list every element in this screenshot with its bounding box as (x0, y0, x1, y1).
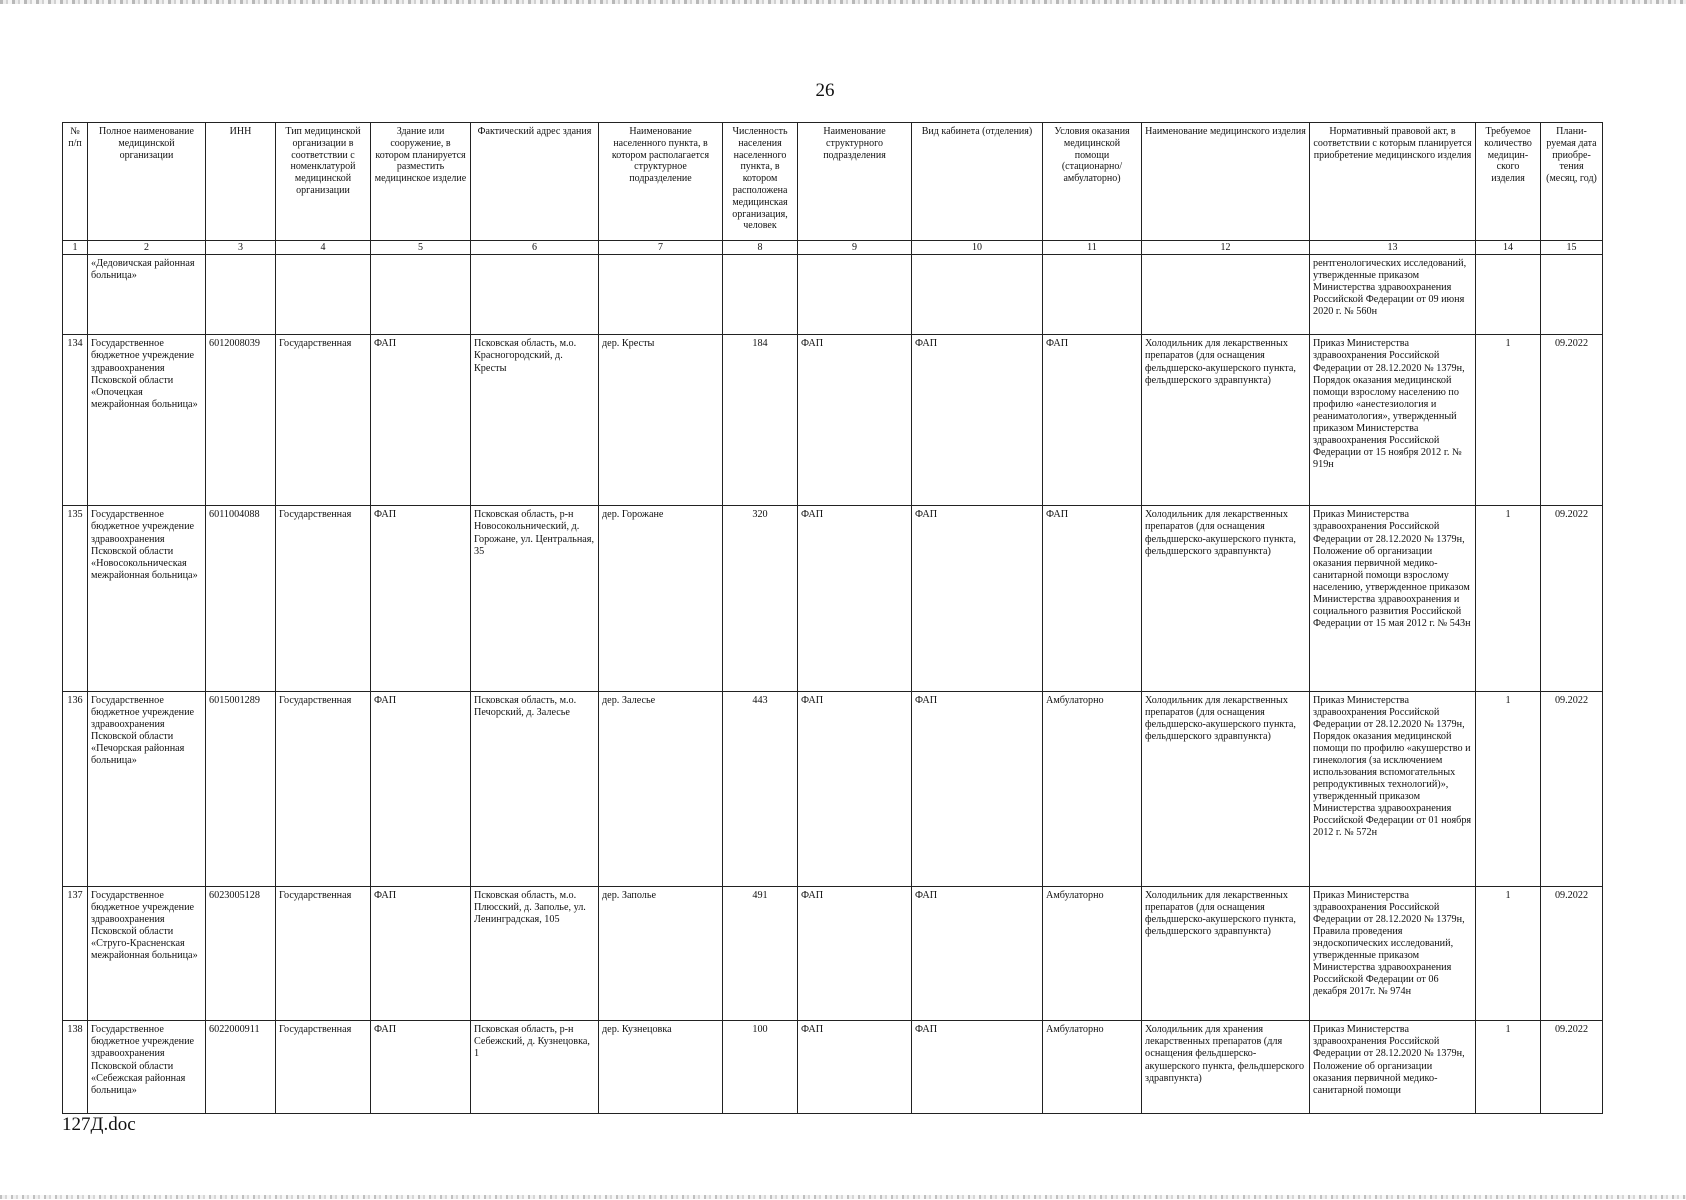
cell-date: 09.2022 (1541, 886, 1603, 1021)
cell-quantity: 1 (1476, 335, 1541, 506)
cell-org-name: Государственное бюджетное учреждение здравоохранения Псковской области «Струго-Красненская межрайонная больница» (88, 886, 206, 1021)
column-number: 12 (1142, 241, 1310, 255)
column-number: 4 (276, 241, 371, 255)
cell-locality (599, 255, 723, 335)
cell-conditions: Амбулаторно (1043, 886, 1142, 1021)
header-cell-population: Численность населения населенного пункта, в котором расположена медицинская организация, человек (723, 123, 798, 241)
cell-inn: 6011004088 (206, 506, 276, 691)
column-number: 1 (63, 241, 88, 255)
cell-device: Холодильник для лекарственных препаратов (для оснащения фельдшерско-акушерского пункта, фельдшерского здравпункта) (1142, 335, 1310, 506)
cell-conditions (1043, 255, 1142, 335)
cell-building (371, 255, 471, 335)
header-cell-quantity: Требуемое количество медицин-ского изделия (1476, 123, 1541, 241)
cell-legal-act: Приказ Министерства здравоохранения Российской Федерации от 28.12.2020 № 1379н, Положение об организации оказания первичной медико-санитарной помощи (1310, 1021, 1476, 1114)
cell-org-name: Государственное бюджетное учреждение здравоохранения Псковской области «Себежская районная больница» (88, 1021, 206, 1114)
column-number: 7 (599, 241, 723, 255)
table-row (63, 691, 1603, 886)
cell-conditions: Амбулаторно (1043, 691, 1142, 886)
column-number: 3 (206, 241, 276, 255)
header-cell-address: Фактический адрес здания (471, 123, 599, 241)
cell-org-name: Государственное бюджетное учреждение здравоохранения Псковской области «Печорская районная больница» (88, 691, 206, 886)
cell-number: 136 (63, 691, 88, 886)
cell-quantity: 1 (1476, 691, 1541, 886)
cell-date: 09.2022 (1541, 335, 1603, 506)
header-cell-inn: ИНН (206, 123, 276, 241)
cell-unit: ФАП (798, 335, 912, 506)
cell-population: 184 (723, 335, 798, 506)
cell-org-type: Государственная (276, 1021, 371, 1114)
cell-conditions: Амбулаторно (1043, 1021, 1142, 1114)
cell-locality: дер. Кресты (599, 335, 723, 506)
cell-address: Псковская область, р-н Новосокольнический, д. Горожане, ул. Центральная, 35 (471, 506, 599, 691)
cell-legal-act: Приказ Министерства здравоохранения Российской Федерации от 28.12.2020 № 1379н, Порядок оказания медицинской помощи по профилю «акушерство и гинекология (за исключением использования вспомогательных репродуктивных технологий)», утвержденный приказом Министерства здравоохранения Российской Федерации от 01 ноября 2012 г. № 572н (1310, 691, 1476, 886)
cell-locality: дер. Кузнецовка (599, 1021, 723, 1114)
cell-inn: 6015001289 (206, 691, 276, 886)
cell-inn (206, 255, 276, 335)
cell-conditions: ФАП (1043, 335, 1142, 506)
header-row (63, 123, 1603, 241)
header-cell-unit: Наименование структурного подразделения (798, 123, 912, 241)
cell-org-name: Государственное бюджетное учреждение здравоохранения Псковской области «Опочецкая межрайонная больница» (88, 335, 206, 506)
scan-edge-bottom (0, 1195, 1686, 1199)
header-cell-building: Здание или сооружение, в котором планируется разместить медицинское изделие (371, 123, 471, 241)
cell-number: 137 (63, 886, 88, 1021)
header-cell-legal-act: Нормативный правовой акт, в соответствии с которым планируется приобретение медицинского изделия (1310, 123, 1476, 241)
header-cell-locality: Наименование населенного пункта, в котором располагается структурное подразделение (599, 123, 723, 241)
header-cell-date: Плани-руемая дата приобре-тения (месяц, год) (1541, 123, 1603, 241)
cell-device: Холодильник для хранения лекарственных препаратов (для оснащения фельдшерско-акушерского пункта, фельдшерского здравпункта) (1142, 1021, 1310, 1114)
cell-conditions: ФАП (1043, 506, 1142, 691)
cell-unit: ФАП (798, 506, 912, 691)
cell-building: ФАП (371, 886, 471, 1021)
cell-org-name: «Дедовичская районная больница» (88, 255, 206, 335)
cell-population (723, 255, 798, 335)
header-cell-cabinet: Вид кабинета (отделения) (912, 123, 1043, 241)
header-cell-org-type: Тип медицинской организации в соответствии с номенклатурой медицинской организации (276, 123, 371, 241)
cell-cabinet: ФАП (912, 335, 1043, 506)
header-cell-number: № п/п (63, 123, 88, 241)
cell-device: Холодильник для лекарственных препаратов (для оснащения фельдшерско-акушерского пункта, фельдшерского здравпункта) (1142, 691, 1310, 886)
cell-cabinet (912, 255, 1043, 335)
table-row (63, 1021, 1603, 1114)
cell-unit: ФАП (798, 1021, 912, 1114)
cell-population: 100 (723, 1021, 798, 1114)
cell-building: ФАП (371, 1021, 471, 1114)
cell-org-type: Государственная (276, 506, 371, 691)
column-number: 8 (723, 241, 798, 255)
continuation-row (63, 255, 1603, 335)
cell-date: 09.2022 (1541, 506, 1603, 691)
cell-inn: 6022000911 (206, 1021, 276, 1114)
cell-unit (798, 255, 912, 335)
cell-cabinet: ФАП (912, 691, 1043, 886)
cell-org-type: Государственная (276, 886, 371, 1021)
cell-cabinet: ФАП (912, 1021, 1043, 1114)
cell-inn: 6012008039 (206, 335, 276, 506)
cell-date: 09.2022 (1541, 691, 1603, 886)
cell-org-type (276, 255, 371, 335)
column-number: 9 (798, 241, 912, 255)
footer-filename: 127Д.doc (62, 1114, 136, 1135)
cell-org-type: Государственная (276, 335, 371, 506)
cell-cabinet: ФАП (912, 506, 1043, 691)
column-number: 10 (912, 241, 1043, 255)
cell-legal-act: Приказ Министерства здравоохранения Российской Федерации от 28.12.2020 № 1379н, Порядок оказания медицинской помощи взрослому населению по профилю «анестезиология и реаниматология», утвержденный приказом Министерства здравоохранения Российской Федерации от 15 ноября 2012 г. № 919н (1310, 335, 1476, 506)
cell-quantity: 1 (1476, 1021, 1541, 1114)
cell-device: Холодильник для лекарственных препаратов (для оснащения фельдшерско-акушерского пункта, фельдшерского здравпункта) (1142, 506, 1310, 691)
cell-cabinet: ФАП (912, 886, 1043, 1021)
cell-address (471, 255, 599, 335)
column-number: 13 (1310, 241, 1476, 255)
header-cell-conditions: Условия оказания медицинской помощи (стационарно/ амбулаторно) (1043, 123, 1142, 241)
cell-locality: дер. Заполье (599, 886, 723, 1021)
cell-number: 134 (63, 335, 88, 506)
cell-address: Псковская область, р-н Себежский, д. Кузнецовка, 1 (471, 1021, 599, 1114)
cell-device (1142, 255, 1310, 335)
cell-population: 491 (723, 886, 798, 1021)
cell-building: ФАП (371, 335, 471, 506)
column-number-row (63, 241, 1603, 255)
cell-address: Псковская область, м.о. Плюсский, д. Заполье, ул. Ленинградская, 105 (471, 886, 599, 1021)
cell-unit: ФАП (798, 691, 912, 886)
cell-legal-act: рентгенологических исследований, утвержденные приказом Министерства здравоохранения Российской Федерации от 09 июня 2020 г. № 560н (1310, 255, 1476, 335)
cell-date: 09.2022 (1541, 1021, 1603, 1114)
page-number: 26 (815, 80, 835, 101)
cell-org-type: Государственная (276, 691, 371, 886)
cell-number: 135 (63, 506, 88, 691)
cell-legal-act: Приказ Министерства здравоохранения Российской Федерации от 28.12.2020 № 1379н, Положение об организации оказания первичной медико-санитарной помощи взрослому населению, утвержденное приказом Министерства здравоохранения и социального развития Российской Федерации от 15 мая 2012 г. № 543н (1310, 506, 1476, 691)
cell-org-name: Государственное бюджетное учреждение здравоохранения Псковской области «Новосокольническая межрайонная больница» (88, 506, 206, 691)
column-number: 6 (471, 241, 599, 255)
equipment-table (62, 122, 1603, 1114)
column-number: 11 (1043, 241, 1142, 255)
cell-population: 443 (723, 691, 798, 886)
table-row (63, 506, 1603, 691)
column-number: 15 (1541, 241, 1603, 255)
cell-device: Холодильник для лекарственных препаратов (для оснащения фельдшерско-акушерского пункта, фельдшерского здравпункта) (1142, 886, 1310, 1021)
header-cell-device: Наименование медицинского изделия (1142, 123, 1310, 241)
column-number: 14 (1476, 241, 1541, 255)
cell-inn: 6023005128 (206, 886, 276, 1021)
cell-population: 320 (723, 506, 798, 691)
cell-locality: дер. Залесье (599, 691, 723, 886)
table-row (63, 886, 1603, 1021)
column-number: 5 (371, 241, 471, 255)
cell-unit: ФАП (798, 886, 912, 1021)
cell-address: Псковская область, м.о. Красногородский, д. Кресты (471, 335, 599, 506)
cell-building: ФАП (371, 691, 471, 886)
header-cell-org-name: Полное наименование медицинской организации (88, 123, 206, 241)
cell-address: Псковская область, м.о. Печорский, д. Залесье (471, 691, 599, 886)
scan-edge-top (0, 0, 1686, 4)
cell-locality: дер. Горожане (599, 506, 723, 691)
cell-legal-act: Приказ Министерства здравоохранения Российской Федерации от 28.12.2020 № 1379н, Правила проведения эндоскопических исследований, утвержденные приказом Министерства здравоохранения Российской Федерации от 06 декабря 2017г. № 974н (1310, 886, 1476, 1021)
cell-quantity: 1 (1476, 506, 1541, 691)
cell-number: 138 (63, 1021, 88, 1114)
cell-building: ФАП (371, 506, 471, 691)
cell-quantity: 1 (1476, 886, 1541, 1021)
column-number: 2 (88, 241, 206, 255)
table-row (63, 335, 1603, 506)
cell-date (1541, 255, 1603, 335)
cell-quantity (1476, 255, 1541, 335)
cell-number (63, 255, 88, 335)
